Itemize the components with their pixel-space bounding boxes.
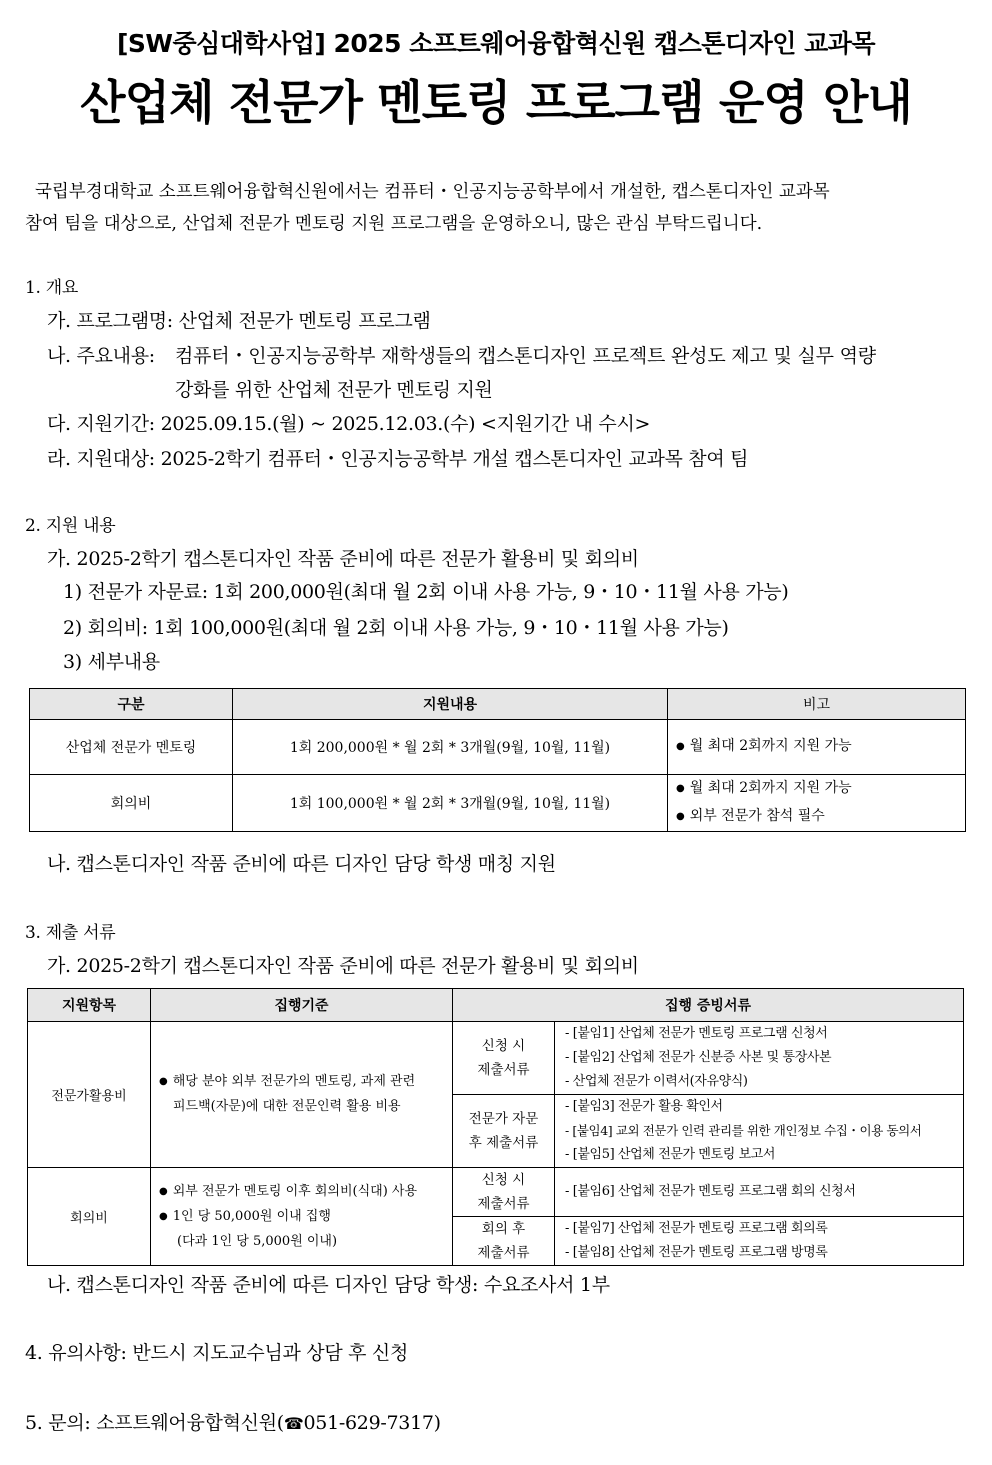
contact-label: 5. 문의: 소프트웨어융합혁신원(: [25, 1412, 284, 1434]
doc-line: - [붙임5] 산업체 전문가 멘토링 보고서: [565, 1147, 776, 1162]
row-notes: [668, 775, 966, 832]
meeting-docs-apply: [555, 1168, 964, 1217]
intro-paragraph: [25, 176, 970, 240]
row-notes: [668, 720, 966, 775]
stage-line: 회의 후: [481, 1221, 526, 1237]
documents-table: [27, 988, 964, 1266]
header-item: 지원항목: [28, 989, 151, 1022]
table-row: [28, 1022, 964, 1095]
doc-line: - [붙임1] 산업체 전문가 멘토링 프로그램 신청서: [565, 1026, 828, 1041]
stage-line: 제출서류: [477, 1245, 530, 1261]
section1-na-label: 나. 주요내용:: [47, 345, 155, 367]
doc-line: - [붙임8] 산업체 전문가 멘토링 프로그램 방명록: [565, 1245, 828, 1260]
expert-criteria: [151, 1022, 453, 1168]
row-content: 1회 100,000원 * 월 2회 * 3개월(9월, 10월, 11월): [233, 775, 668, 832]
stage-line: 전문가 자문: [468, 1111, 539, 1127]
support-detail-table: [29, 688, 966, 832]
doc-line: - [붙임4] 교외 전문가 인력 관리를 위한 개인정보 수집・이용 동의서: [565, 1123, 922, 1138]
header-category: 구분: [30, 689, 233, 720]
section1-da: 다. 지원기간: 2025.09.15.(월) ~ 2025.12.03.(수) <지원기간 내 수시>: [47, 413, 651, 435]
section5-contact: [25, 1408, 441, 1435]
meeting-criteria: [151, 1168, 453, 1266]
note-item: ● 월 최대 2회까지 지원 가능: [676, 775, 965, 803]
section1-ra: 라. 지원대상: 2025-2학기 컴퓨터・인공지능공학부 개설 캡스톤디자인 교과목 참여 팀: [47, 448, 749, 470]
doc-line: - [붙임6] 산업체 전문가 멘토링 프로그램 회의 신청서: [565, 1184, 856, 1199]
table-header-row: [28, 989, 964, 1022]
section3-ga: 가. 2025-2학기 캡스톤디자인 작품 준비에 따른 전문가 활용비 및 회의비: [47, 955, 639, 977]
header-notes: 비고: [668, 689, 966, 720]
section2-item3: 3) 세부내용: [63, 651, 160, 673]
section1-na-line1: 컴퓨터・인공지능공학부 재학생들의 캡스톤디자인 프로젝트 완성도 제고 및 실무 역량: [175, 345, 876, 367]
doc-line: - [붙임2] 산업체 전문가 신분증 사본 및 통장사본: [565, 1050, 832, 1065]
expert-docs-after: [555, 1095, 964, 1168]
header-documents: 집행 증빙서류: [453, 989, 964, 1022]
meeting-stage-after: [453, 1217, 555, 1266]
section2-item2: 2) 회의비: 1회 100,000원(최대 월 2회 이내 사용 가능, 9・10・11월 사용 가능): [63, 617, 729, 639]
table-row: [28, 1168, 964, 1217]
expert-docs-apply: [555, 1022, 964, 1095]
document-title: 산업체 전문가 멘토링 프로그램 운영 안내: [80, 76, 912, 131]
note-item: ● 월 최대 2회까지 지원 가능: [676, 733, 965, 761]
intro-line-1: 국립부경대학교 소프트웨어융합혁신원에서는 컴퓨터・인공지능공학부에서 개설한, 캡스톤디자인 교과목: [35, 182, 830, 202]
header-content: 지원내용: [233, 689, 668, 720]
stage-line: 제출서류: [477, 1062, 530, 1078]
stage-line: 제출서류: [477, 1196, 530, 1212]
stage-line: 후 제출서류: [468, 1135, 539, 1151]
note-item: ● 외부 전문가 참석 필수: [676, 803, 965, 831]
section1-na-line2: 강화를 위한 산업체 전문가 멘토링 지원: [175, 379, 493, 401]
doc-line: - 산업체 전문가 이력서(자유양식): [565, 1074, 748, 1089]
doc-line: - [붙임3] 전문가 활용 확인서: [565, 1099, 723, 1114]
criteria-line: (다과 1인 당 5,000원 이내): [177, 1233, 338, 1249]
criteria-line: ● 해당 분야 외부 전문가의 멘토링, 과제 관련: [159, 1070, 452, 1095]
header-criteria: 집행기준: [151, 989, 453, 1022]
section3-na: 나. 캡스톤디자인 작품 준비에 따른 디자인 담당 학생: 수요조사서 1부: [47, 1274, 610, 1296]
meeting-stage-apply: [453, 1168, 555, 1217]
section2-ga: 가. 2025-2학기 캡스톤디자인 작품 준비에 따른 전문가 활용비 및 회의비: [47, 548, 639, 570]
section1-ga: 가. 프로그램명: 산업체 전문가 멘토링 프로그램: [47, 310, 431, 332]
criteria-line: ● 1인 당 50,000원 이내 집행: [159, 1205, 452, 1230]
table-row: [30, 720, 966, 775]
expert-stage-apply: [453, 1022, 555, 1095]
row-category: 산업체 전문가 멘토링: [30, 720, 233, 775]
table-row: [30, 775, 966, 832]
section4-notice: 4. 유의사항: 반드시 지도교수님과 상담 후 신청: [25, 1342, 409, 1364]
meeting-docs-after: [555, 1217, 964, 1266]
intro-line-2: 참여 팀을 대상으로, 산업체 전문가 멘토링 지원 프로그램을 운영하오니, 많은 관심 부탁드립니다.: [25, 214, 763, 234]
stage-line: 신청 시: [481, 1172, 526, 1188]
contact-phone: 051-629-7317): [303, 1412, 441, 1434]
section3-heading: 3. 제출 서류: [25, 923, 116, 943]
document-subtitle: [SW중심대학사업] 2025 소프트웨어융합혁신원 캡스톤디자인 교과목: [116, 29, 876, 58]
row-content: 1회 200,000원 * 월 2회 * 3개월(9월, 10월, 11월): [233, 720, 668, 775]
stage-line: 신청 시: [481, 1038, 526, 1054]
row-category: 회의비: [30, 775, 233, 832]
table-header-row: [30, 689, 966, 720]
section1-heading: 1. 개요: [25, 278, 78, 298]
section2-item1: 1) 전문가 자문료: 1회 200,000원(최대 월 2회 이내 사용 가능, 9・10・11월 사용 가능): [63, 581, 789, 603]
section2-heading: 2. 지원 내용: [25, 516, 116, 536]
section2-na: 나. 캡스톤디자인 작품 준비에 따른 디자인 담당 학생 매칭 지원: [47, 853, 556, 875]
expert-stage-after: [453, 1095, 555, 1168]
doc-line: - [붙임7] 산업체 전문가 멘토링 프로그램 회의록: [565, 1221, 828, 1236]
criteria-line: 피드백(자문)에 대한 전문인력 활용 비용: [173, 1099, 401, 1114]
phone-icon: ☎: [283, 1414, 304, 1433]
expert-item: 전문가활용비: [28, 1022, 151, 1168]
criteria-line: ● 외부 전문가 멘토링 이후 회의비(식대) 사용: [159, 1180, 452, 1205]
meeting-item: 회의비: [28, 1168, 151, 1266]
